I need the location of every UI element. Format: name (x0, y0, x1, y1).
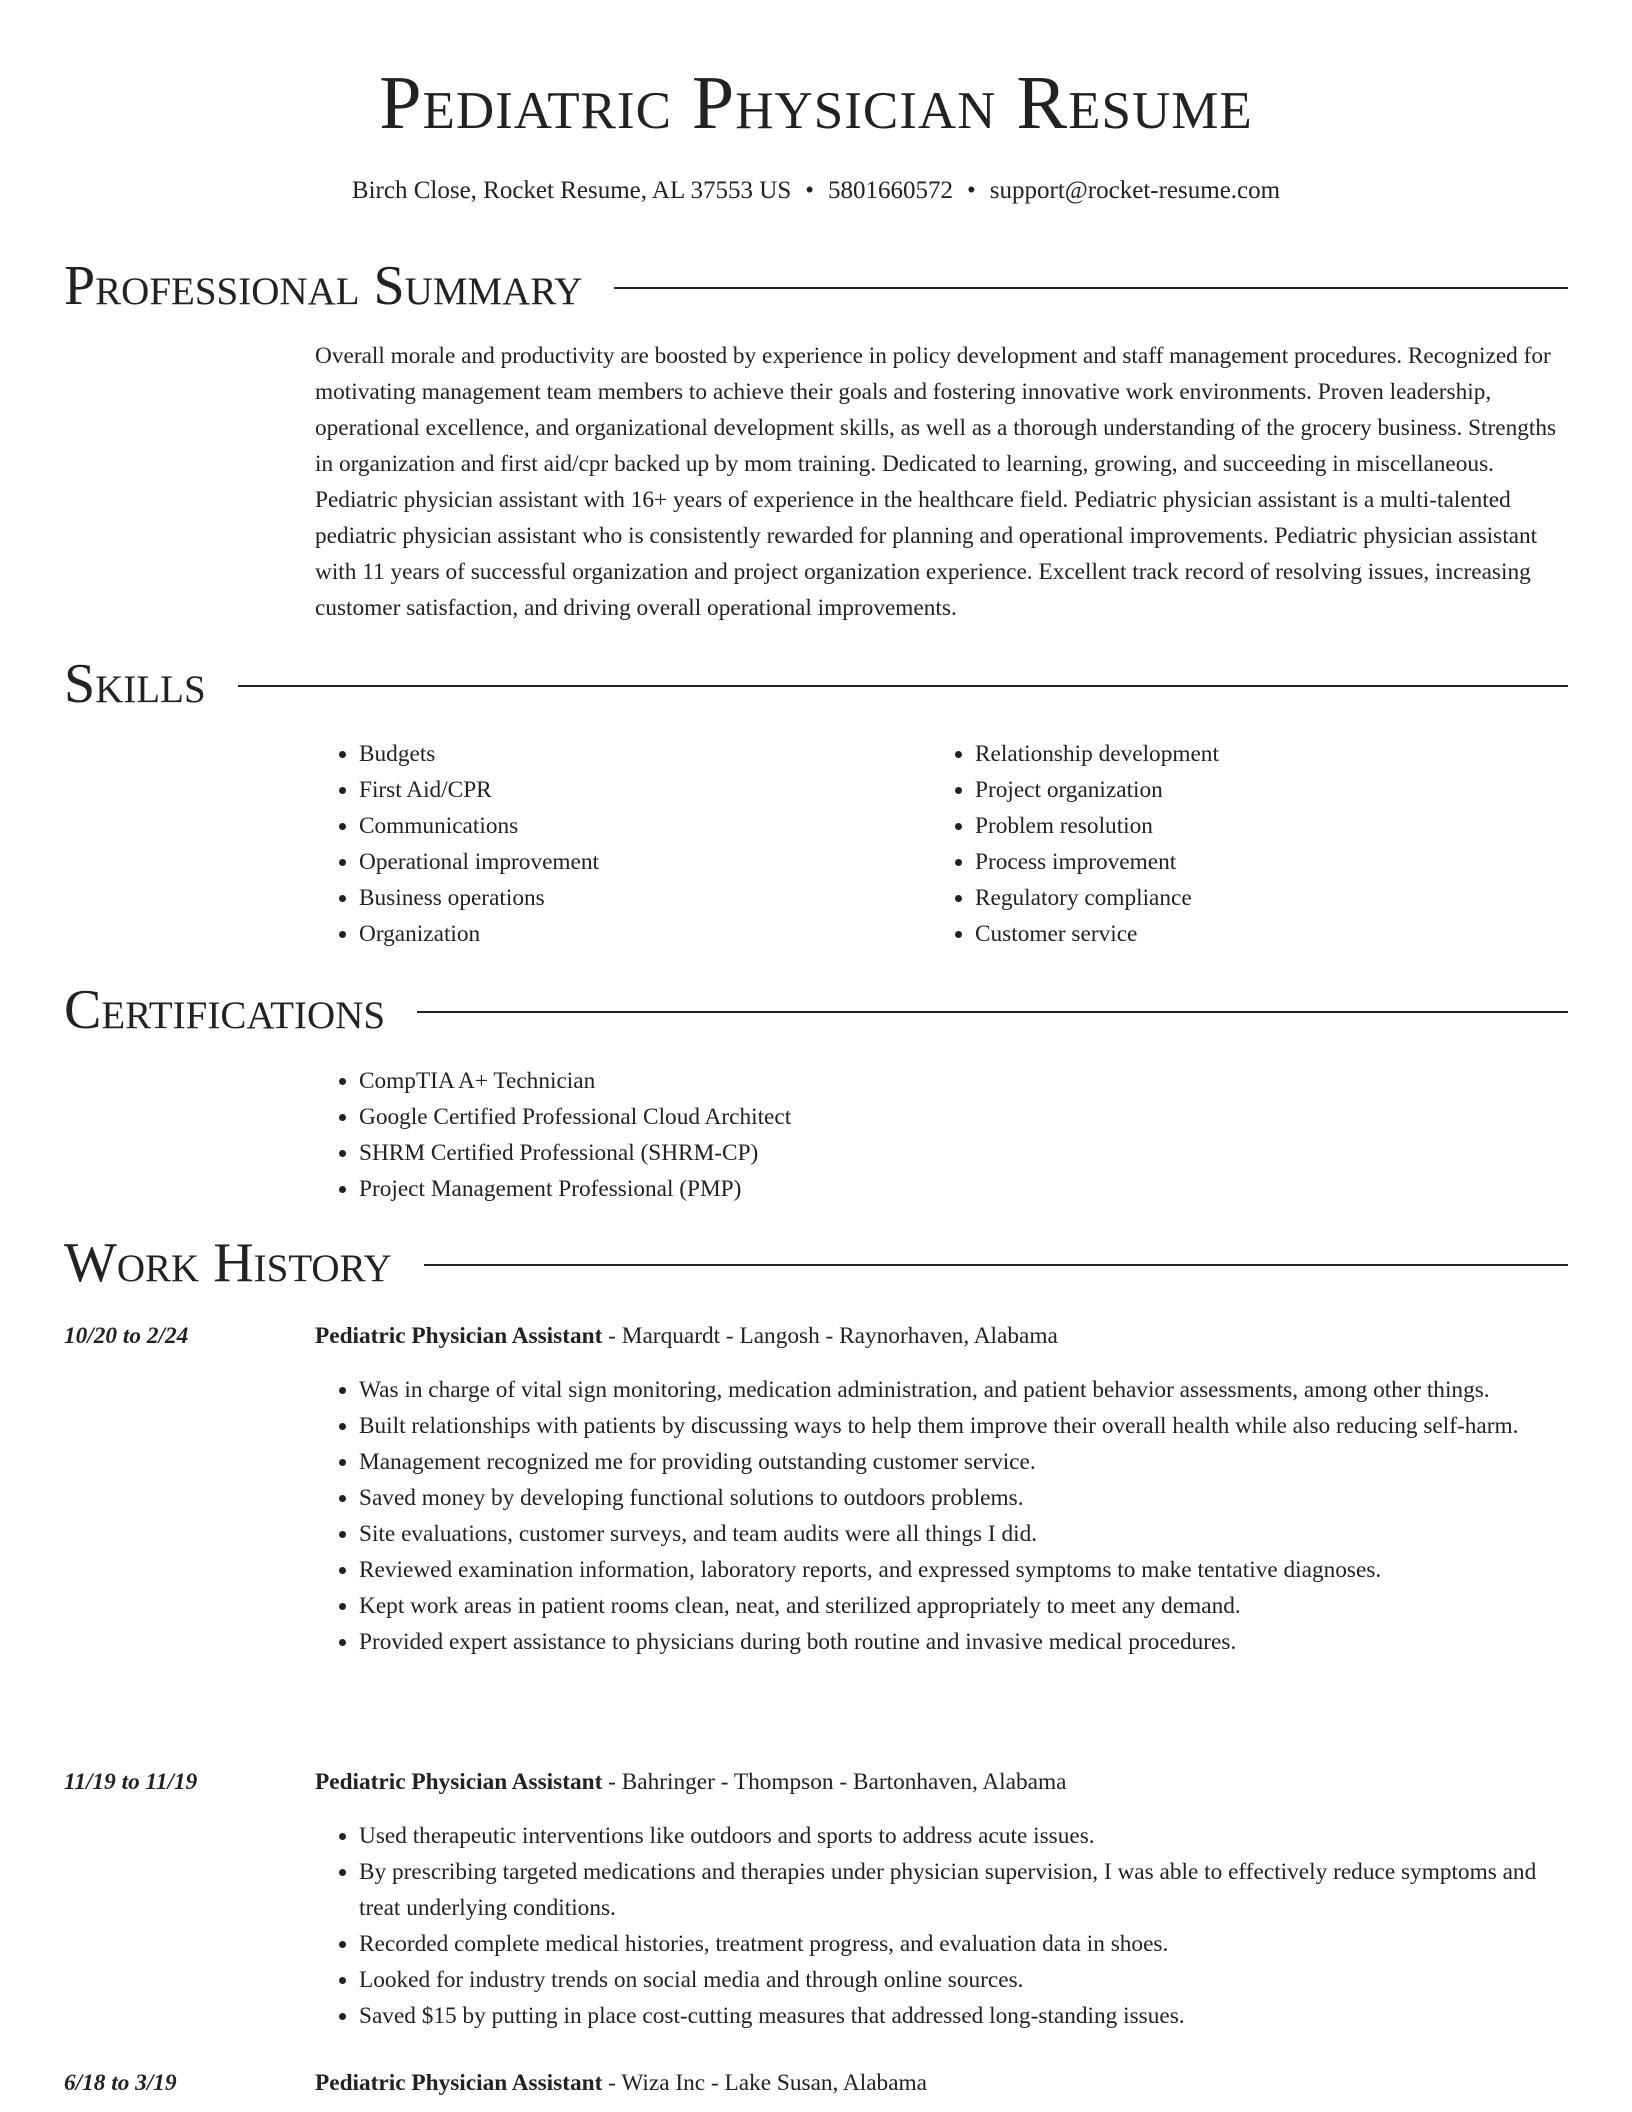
section-divider (424, 1264, 1568, 1266)
skills-column-right (931, 736, 1551, 952)
job-duty-item: • Saved $15 by putting in place cost-cutting measures that addressed long-standing issues. (359, 1998, 1575, 2034)
certifications-section-header (64, 978, 1568, 1042)
job-duty-item: • Site evaluations, customer surveys, and team audits were all things I did. (359, 1516, 1575, 1552)
job-duty-item: • By prescribing targeted medications and therapies under physician supervision, I was able to effectively reduce symptoms and treat underlying conditions. (359, 1854, 1575, 1926)
certification-item: • Google Certified Professional Cloud Architect (359, 1099, 1515, 1135)
work-history-section-header (64, 1231, 1568, 1295)
skill-item: • Budgets (359, 736, 915, 772)
job-duty-item: • Recorded complete medical histories, treatment progress, and evaluation data in shoes. (359, 1926, 1575, 1962)
certification-item: • CompTIA A+ Technician (359, 1063, 1515, 1099)
skill-item: • Process improvement (975, 844, 1551, 880)
job-employer: - Marquardt - Langosh - Raynorhaven, Alabama (602, 1323, 1058, 1349)
section-title-work-history: Work History (64, 1232, 392, 1294)
job-header (315, 2065, 1570, 2101)
job-dates: 11/19 to 11/19 (64, 1769, 198, 1795)
resume-title: Pediatric Physician Resume (379, 61, 1253, 145)
skill-item: • Regulatory compliance (975, 880, 1551, 916)
contact-phone: 5801660572 (828, 177, 954, 204)
job-dates: 10/20 to 2/24 (64, 1323, 189, 1349)
job-duty-item: • Saved money by developing functional solutions to outdoors problems. (359, 1480, 1575, 1516)
job-title: Pediatric Physician Assistant (315, 1323, 603, 1349)
job-title: Pediatric Physician Assistant (315, 1769, 603, 1795)
section-title-certifications: Certifications (64, 979, 386, 1041)
contact-address: Birch Close, Rocket Resume, AL 37553 US (351, 177, 792, 204)
job-duty-item: • Was in charge of vital sign monitoring, medication administration, and patient behavior assessments, among other things. (359, 1372, 1575, 1408)
section-title-summary: Professional Summary (64, 255, 583, 317)
certifications-list (315, 1063, 1515, 1207)
section-divider (238, 685, 1568, 687)
job-employer: - Wiza Inc - Lake Susan, Alabama (602, 2070, 928, 2096)
contact-separator: • (805, 177, 815, 204)
skill-item: • Organization (359, 916, 915, 952)
skills-column-left (315, 736, 915, 952)
job-employer: - Bahringer - Thompson - Bartonhaven, Alabama (602, 1769, 1067, 1795)
skill-item: • Customer service (975, 916, 1551, 952)
section-title-skills: Skills (64, 653, 206, 715)
job-duty-item: • Used therapeutic interventions like outdoors and sports to address acute issues. (359, 1818, 1575, 1854)
summary-text: Overall morale and productivity are boosted by experience in policy development and staff management procedures. Recognized for motivating management team members to achieve their goals and fostering innovative work environments. Proven leadership, operational excellence, and organizational development skills, as well as a thorough understanding of the grocery business. Strengths in organization and first aid/cpr backed up by mom training. Dedicated to learning, growing, and succeeding in miscellaneous. Pediatric physician assistant with 16+ years of experience in the healthcare field. Pediatric physician assistant is a multi-talented pediatric physician assistant who is consistently rewarded for planning and operational improvements. Pediatric physician assistant with 11 years of successful organization and project organization experience. Excellent track record of resolving issues, increasing customer satisfaction, and driving overall operational improvements. (315, 343, 1557, 621)
certification-item: • Project Management Professional (PMP) (359, 1171, 1515, 1207)
summary-section-header (64, 254, 1568, 318)
skill-item: • First Aid/CPR (359, 772, 915, 808)
certification-item: • SHRM Certified Professional (SHRM-CP) (359, 1135, 1515, 1171)
job-duty-item: • Provided expert assistance to physicians during both routine and invasive medical procedures. (359, 1624, 1575, 1660)
job-title: Pediatric Physician Assistant (315, 2070, 603, 2096)
job-duties (315, 1818, 1575, 2034)
contact-separator: • (967, 177, 976, 204)
skill-item: • Business operations (359, 880, 915, 916)
job-duty-item: • Kept work areas in patient rooms clean, neat, and sterilized appropriately to meet any demand. (359, 1588, 1575, 1624)
skills-section-header (64, 652, 1568, 716)
job-header (315, 1318, 1570, 1354)
job-header (315, 1764, 1570, 1800)
section-divider (614, 287, 1568, 289)
skill-item: • Relationship development (975, 736, 1551, 772)
job-dates: 6/18 to 3/19 (64, 2070, 177, 2096)
job-duty-item: • Management recognized me for providing outstanding customer service. (359, 1444, 1575, 1480)
section-divider (417, 1011, 1568, 1013)
contact-email: support@rocket-resume.com (989, 177, 1281, 204)
job-duties (315, 1372, 1575, 1660)
job-duty-item: • Reviewed examination information, laboratory reports, and expressed symptoms to make tentative diagnoses. (359, 1552, 1575, 1588)
job-duty-item: • Built relationships with patients by discussing ways to help them improve their overall health while also reducing self-harm. (359, 1408, 1575, 1444)
job-duty-item: • Looked for industry trends on social media and through online sources. (359, 1962, 1575, 1998)
contact-line (0, 174, 1632, 208)
skill-item: • Operational improvement (359, 844, 915, 880)
skill-item: • Project organization (975, 772, 1551, 808)
skill-item: • Problem resolution (975, 808, 1551, 844)
skill-item: • Communications (359, 808, 915, 844)
